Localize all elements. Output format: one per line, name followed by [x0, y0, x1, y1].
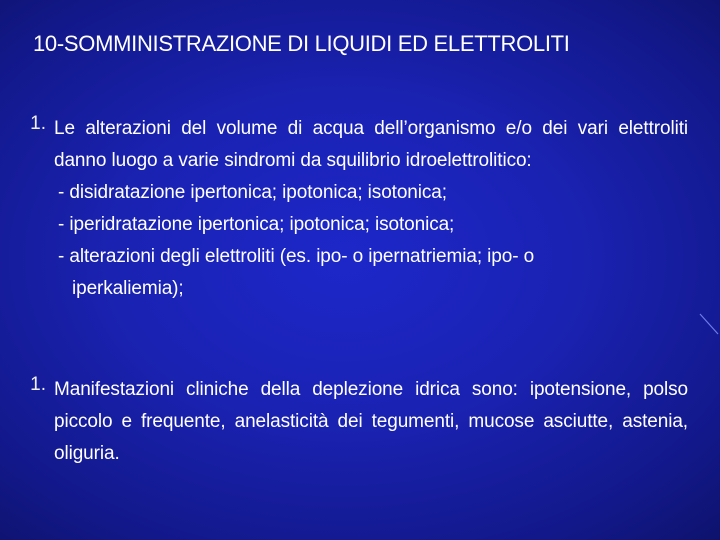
list-item-paragraph: Le alterazioni del volume di acqua dell’organismo e/o dei vari elettroliti danno luogo a varie sindromi da squilibrio idroelettrolitico: — [54, 118, 688, 171]
sub-item-disidratazione: - disidratazione ipertonica; ipotonica; isotonica; — [58, 182, 447, 203]
sub-item-elettroliti: - alterazioni degli elettroliti (es. ipo- o ipernatriemia; ipo- o — [58, 246, 535, 267]
decorative-line-icon — [696, 312, 720, 336]
list-item-number: 1. — [30, 113, 46, 134]
list-item-body — [54, 374, 688, 470]
list-item-paragraph: Manifestazioni cliniche della deplezione idrica sono: ipotensione, polso piccolo e frequente, anelasticità dei tegumenti, mucose asciutte, astenia, oliguria. — [54, 379, 688, 464]
sub-item-iperidratazione: - iperidratazione ipertonica; ipotonica; isotonica; — [58, 214, 455, 235]
sub-item-elettroliti-continued: iperkaliemia); — [72, 278, 184, 299]
list-item-number: 1. — [30, 374, 46, 395]
list-item-body — [54, 113, 688, 305]
slide-title: 10-SOMMINISTRAZIONE DI LIQUIDI ED ELETTROLITI — [33, 31, 570, 56]
